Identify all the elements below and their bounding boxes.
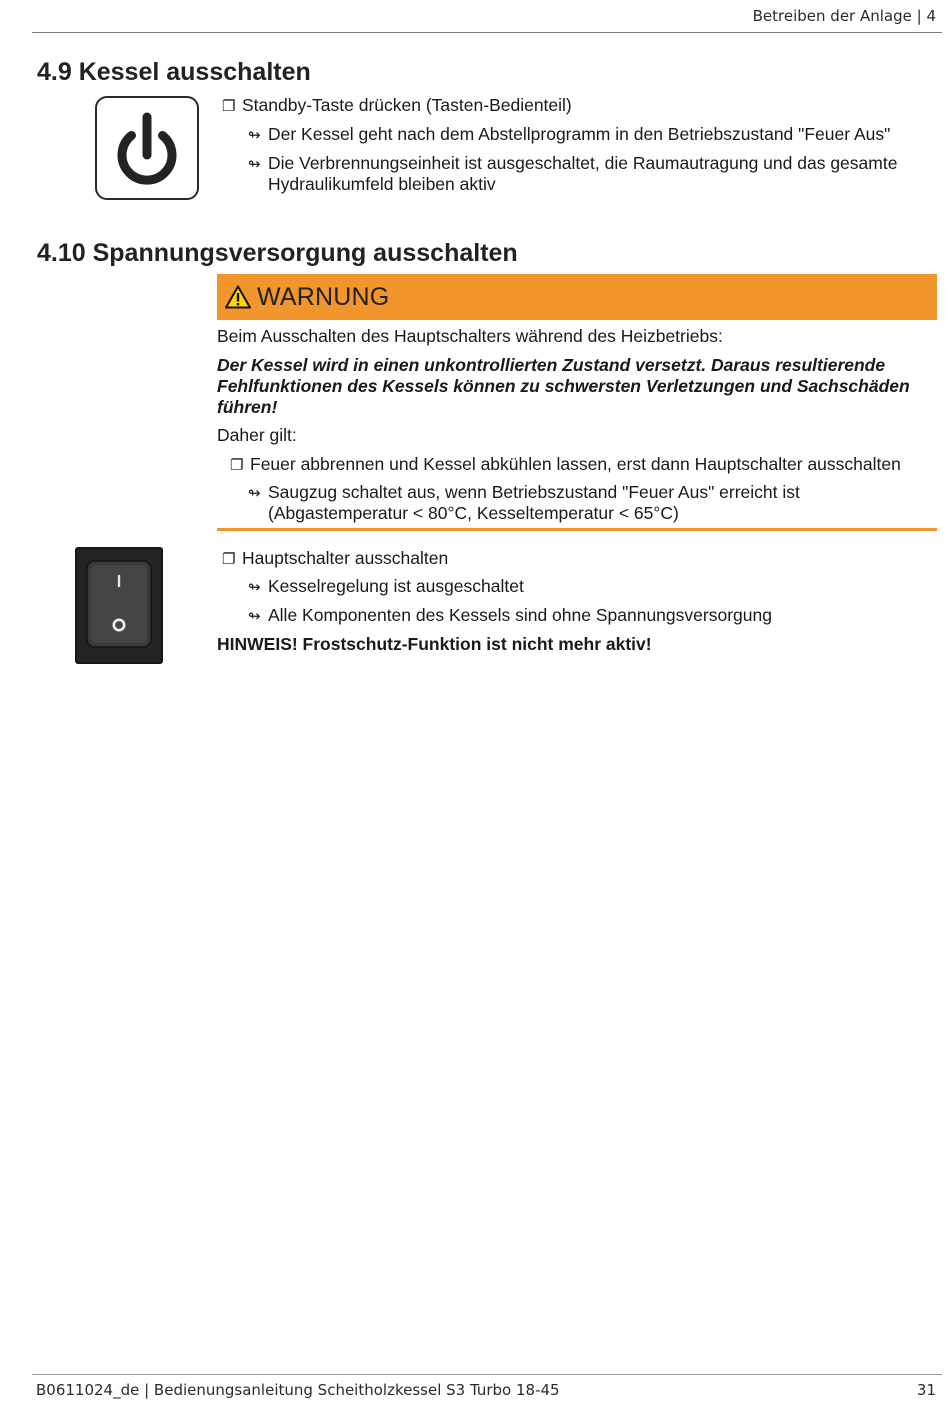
result-text: Saugzug schaltet aus, wenn Betriebszustand "Feuer Aus" erreicht ist <box>268 482 800 502</box>
result-arrow-icon: ↬ <box>248 485 261 502</box>
result-text: Alle Komponenten des Kessels sind ohne Spannungsversorgung <box>268 605 772 625</box>
page-number: 31 <box>916 1381 936 1399</box>
result-step <box>248 153 897 175</box>
result-text: Die Verbrennungseinheit ist ausgeschaltet, die Raumautragung und das gesamte <box>268 153 898 173</box>
checkbox-icon: ❐ <box>230 457 244 474</box>
section-title-4-9: 4.9 Kessel ausschalten <box>37 58 311 86</box>
header-divider <box>32 32 942 33</box>
warning-action-step <box>230 454 901 476</box>
checkbox-icon: ❐ <box>222 98 236 115</box>
warning-consequence: Der Kessel wird in einen unkontrollierten Zustand versetzt. Daraus resultierende <box>217 355 886 375</box>
warning-end-rule <box>217 528 937 531</box>
warning-banner <box>217 274 937 320</box>
warning-label: WARNUNG <box>257 282 390 311</box>
result-arrow-icon: ↬ <box>248 127 261 144</box>
warning-therefore: Daher gilt: <box>217 425 297 445</box>
rocker-switch-icon <box>75 547 163 664</box>
action-text: Hauptschalter ausschalten <box>242 548 449 568</box>
result-arrow-icon: ↬ <box>248 579 261 596</box>
action-step-main-switch <box>222 548 448 570</box>
footer-divider <box>32 1374 942 1375</box>
result-text: Kesselregelung ist ausgeschaltet <box>268 576 524 596</box>
warning-consequence: Fehlfunktionen des Kessels können zu schwersten Verletzungen und Sachschäden <box>217 376 910 396</box>
footer-document-title: B0611024_de | Bedienungsanleitung Scheitholzkessel S3 Turbo 18-45 <box>36 1381 560 1399</box>
result-step <box>248 605 772 627</box>
result-text-continuation: Hydraulikumfeld bleiben aktiv <box>268 174 496 194</box>
notice-text: HINWEIS! Frostschutz-Funktion ist nicht mehr aktiv! <box>217 634 652 654</box>
result-step <box>248 576 524 598</box>
running-header: Betreiben der Anlage | 4 <box>752 7 936 25</box>
warning-consequence: führen! <box>217 397 278 417</box>
result-arrow-icon: ↬ <box>248 156 261 173</box>
action-text: Feuer abbrennen und Kessel abkühlen lassen, erst dann Hauptschalter ausschalten <box>250 454 901 474</box>
power-icon <box>95 96 199 200</box>
action-step-standby <box>222 95 572 117</box>
section-title-4-10: 4.10 Spannungsversorgung ausschalten <box>37 239 518 267</box>
checkbox-icon: ❐ <box>222 551 236 568</box>
result-step <box>248 124 890 146</box>
action-text: Standby-Taste drücken (Tasten-Bedienteil) <box>242 95 572 115</box>
warning-result-step <box>248 482 800 504</box>
result-text: Der Kessel geht nach dem Abstellprogramm in den Betriebszustand "Feuer Aus" <box>268 124 891 144</box>
result-arrow-icon: ↬ <box>248 608 261 625</box>
warning-result-continuation: (Abgastemperatur < 80°C, Kesseltemperatur < 65°C) <box>268 503 679 523</box>
warning-triangle-icon <box>225 285 251 309</box>
warning-intro: Beim Ausschalten des Hauptschalters während des Heizbetriebs: <box>217 326 723 346</box>
